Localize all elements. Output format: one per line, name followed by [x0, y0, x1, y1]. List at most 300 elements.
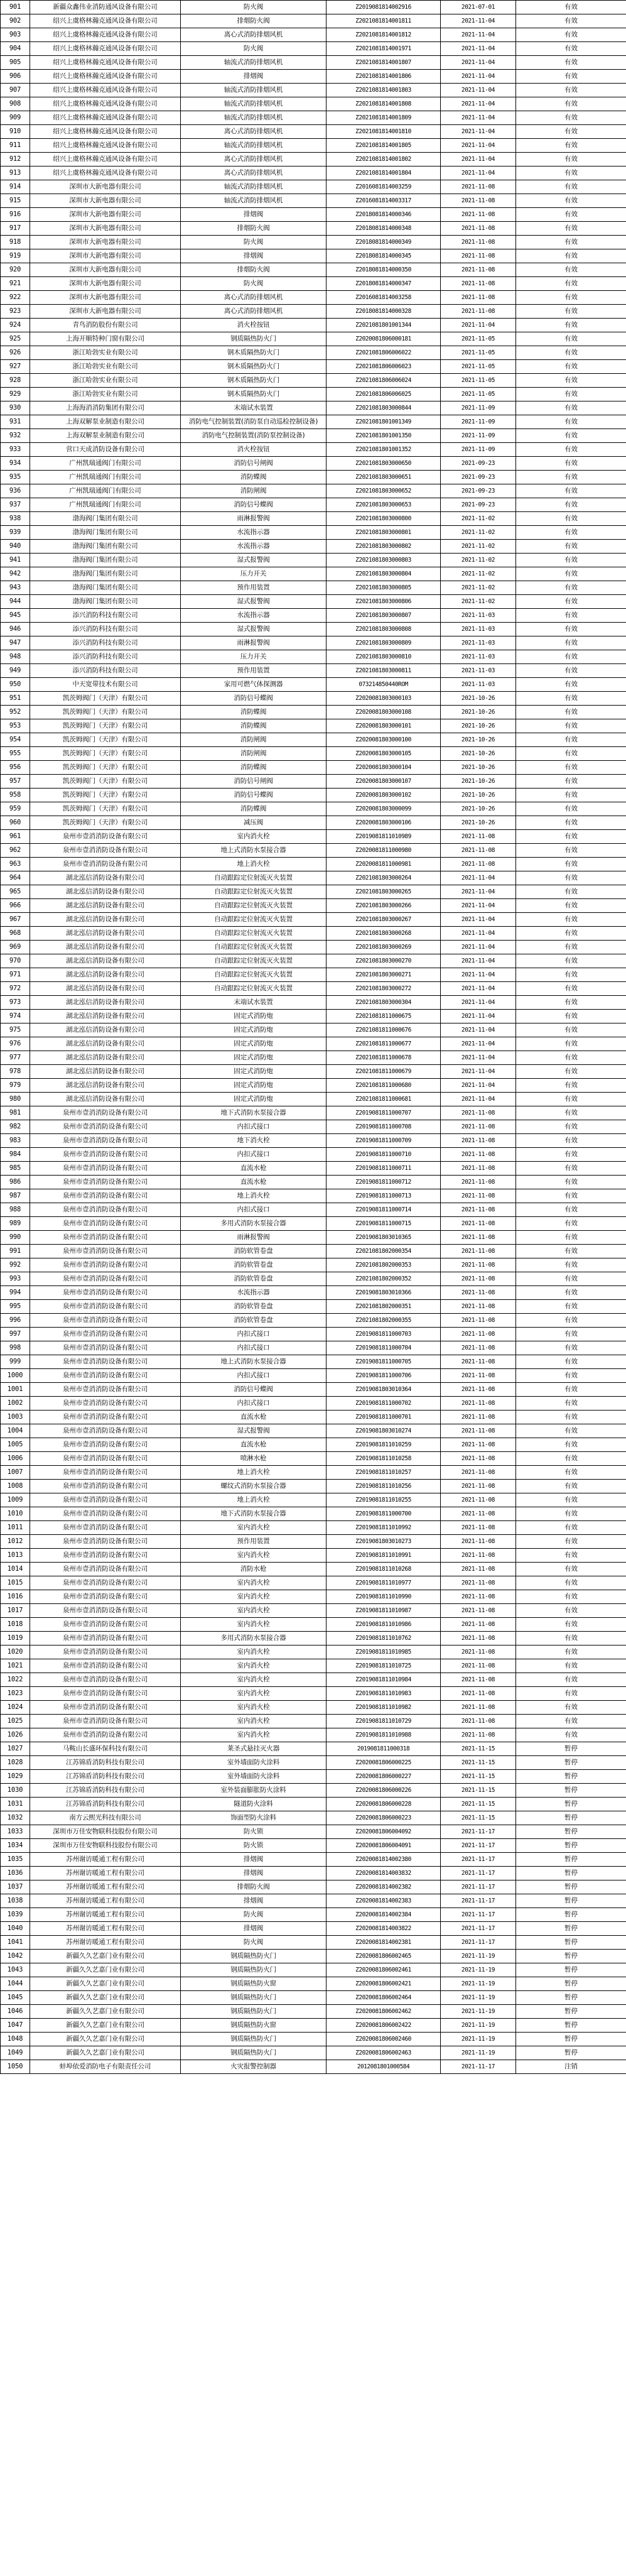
certificate-number: Z2021081801001350 — [326, 429, 441, 443]
certificate-number: Z2021081803000800 — [326, 512, 441, 526]
certificate-number: Z2020081806004091 — [326, 1839, 441, 1853]
status-badge: 有效 — [516, 871, 626, 885]
certificate-number: Z2021081803000265 — [326, 885, 441, 899]
product-name: 地下式消防水泵接合器 — [181, 1106, 326, 1120]
issue-date: 2021-11-08 — [441, 1328, 516, 1341]
company-name: 江苏锦盾消防科技有限公司 — [30, 1798, 181, 1811]
row-index: 912 — [1, 153, 30, 166]
company-name: 营口天成消防设备有限公司 — [30, 443, 181, 457]
certificate-number: Z2018081814000350 — [326, 263, 441, 277]
product-name: 雨淋报警阀 — [181, 636, 326, 650]
issue-date: 2021-11-19 — [441, 1991, 516, 2005]
certificate-number: Z2019081811000713 — [326, 1189, 441, 1203]
table-row — [1, 954, 626, 968]
table-row — [1, 1272, 626, 1286]
table-row — [1, 1189, 626, 1203]
company-name: 泉州市壹消消防设备有限公司 — [30, 1341, 181, 1355]
company-name: 泉州市壹消消防设备有限公司 — [30, 1120, 181, 1134]
table-row — [1, 1880, 626, 1894]
issue-date: 2021-11-08 — [441, 249, 516, 263]
company-name: 新疆久久艺嘉门业有限公司 — [30, 2005, 181, 2019]
status-badge: 有效 — [516, 747, 626, 761]
certificate-number: Z2021081802000351 — [326, 1300, 441, 1314]
certificate-number: Z2019081811000704 — [326, 1341, 441, 1355]
product-name: 消防信号闸阀 — [181, 457, 326, 471]
row-index: 1009 — [1, 1493, 30, 1507]
product-name: 消防蝶阀 — [181, 706, 326, 719]
certificate-number: Z2021081803000806 — [326, 595, 441, 609]
row-index: 976 — [1, 1037, 30, 1051]
row-index: 939 — [1, 526, 30, 540]
issue-date: 2021-11-05 — [441, 374, 516, 388]
table-row — [1, 56, 626, 70]
table-row — [1, 236, 626, 249]
product-name: 内扣式接口 — [181, 1341, 326, 1355]
certificate-number: Z2021081814001810 — [326, 125, 441, 139]
table-row — [1, 1701, 626, 1715]
issue-date: 2021-11-02 — [441, 567, 516, 581]
table-row — [1, 1784, 626, 1798]
row-index: 977 — [1, 1051, 30, 1065]
table-row — [1, 180, 626, 194]
row-index: 1040 — [1, 1922, 30, 1936]
status-badge: 有效 — [516, 1134, 626, 1148]
status-badge: 有效 — [516, 1383, 626, 1397]
status-badge: 暂停 — [516, 1950, 626, 1963]
certificate-number: Z2020081803000099 — [326, 802, 441, 816]
company-name: 凯茨姆阀门（天津）有限公司 — [30, 747, 181, 761]
product-name: 消防软管卷盘 — [181, 1272, 326, 1286]
status-badge: 有效 — [516, 1355, 626, 1369]
status-badge: 有效 — [516, 1272, 626, 1286]
status-badge: 暂停 — [516, 1963, 626, 1977]
company-name: 泉州市壹消消防设备有限公司 — [30, 1176, 181, 1189]
product-name: 消防闸阀 — [181, 733, 326, 747]
table-row — [1, 623, 626, 636]
status-badge: 有效 — [516, 166, 626, 180]
certification-table-body — [1, 1, 626, 2074]
certificate-number: Z2021081803000802 — [326, 540, 441, 554]
row-index: 979 — [1, 1079, 30, 1093]
company-name: 泉州市壹消消防设备有限公司 — [30, 1563, 181, 1576]
product-name: 防火锁 — [181, 1839, 326, 1853]
row-index: 1035 — [1, 1853, 30, 1867]
company-name: 凯茨姆阀门（天津）有限公司 — [30, 761, 181, 775]
row-index: 935 — [1, 471, 30, 484]
table-row — [1, 374, 626, 388]
table-row — [1, 346, 626, 360]
product-name: 直流水枪 — [181, 1438, 326, 1452]
row-index: 957 — [1, 775, 30, 789]
issue-date: 2021-11-17 — [441, 1839, 516, 1853]
product-name: 家用可燃气体探测器 — [181, 678, 326, 692]
status-badge: 有效 — [516, 346, 626, 360]
table-row — [1, 1963, 626, 1977]
certificate-number: Z2021081803000805 — [326, 581, 441, 595]
certificate-number: Z2020081803000101 — [326, 719, 441, 733]
row-index: 1050 — [1, 2060, 30, 2074]
row-index: 903 — [1, 28, 30, 42]
company-name: 泉州市壹消消防设备有限公司 — [30, 830, 181, 844]
company-name: 湖北泓信消防设备有限公司 — [30, 1023, 181, 1037]
status-badge: 有效 — [516, 153, 626, 166]
product-name: 直流水枪 — [181, 1176, 326, 1189]
product-name: 固定式消防炮 — [181, 1093, 326, 1106]
table-row — [1, 1314, 626, 1328]
issue-date: 2021-11-03 — [441, 636, 516, 650]
company-name: 渤海阀门集团有限公司 — [30, 581, 181, 595]
issue-date: 2021-11-15 — [441, 1811, 516, 1825]
company-name: 泉州市壹消消防设备有限公司 — [30, 1148, 181, 1162]
company-name: 湖北泓信消防设备有限公司 — [30, 968, 181, 982]
issue-date: 2021-11-08 — [441, 1424, 516, 1438]
table-row — [1, 1480, 626, 1493]
company-name: 泉州市壹消消防设备有限公司 — [30, 1328, 181, 1341]
product-name: 固定式消防炮 — [181, 1065, 326, 1079]
company-name: 新疆久久艺嘉门业有限公司 — [30, 2046, 181, 2060]
product-name: 室内消火栓 — [181, 1604, 326, 1618]
company-name: 苏州谢访暖通工程有限公司 — [30, 1894, 181, 1908]
issue-date: 2021-11-08 — [441, 263, 516, 277]
certificate-number: Z2021081803000269 — [326, 941, 441, 954]
table-row — [1, 816, 626, 830]
status-badge: 有效 — [516, 830, 626, 844]
company-name: 泉州市壹消消防设备有限公司 — [30, 1715, 181, 1728]
table-row — [1, 1756, 626, 1770]
table-row — [1, 1369, 626, 1383]
company-name: 泉州市壹消消防设备有限公司 — [30, 1383, 181, 1397]
status-badge: 有效 — [516, 374, 626, 388]
issue-date: 2021-11-08 — [441, 1369, 516, 1383]
issue-date: 2021-11-02 — [441, 526, 516, 540]
row-index: 913 — [1, 166, 30, 180]
certificate-number: Z2021081814001806 — [326, 70, 441, 84]
row-index: 952 — [1, 706, 30, 719]
table-row — [1, 747, 626, 761]
certificate-number: Z2018081814000345 — [326, 249, 441, 263]
product-name: 离心式消防排烟风机 — [181, 291, 326, 305]
row-index: 929 — [1, 388, 30, 401]
company-name: 绍兴上虞格林瀚克通风设备有限公司 — [30, 139, 181, 153]
status-badge: 暂停 — [516, 1811, 626, 1825]
table-row — [1, 595, 626, 609]
table-row — [1, 1894, 626, 1908]
certificate-number: Z2020081806002461 — [326, 1963, 441, 1977]
status-badge: 有效 — [516, 1521, 626, 1535]
table-row — [1, 1411, 626, 1424]
issue-date: 2021-11-09 — [441, 401, 516, 415]
status-badge: 有效 — [516, 719, 626, 733]
company-name: 深圳市大新电器有限公司 — [30, 208, 181, 222]
row-index: 928 — [1, 374, 30, 388]
row-index: 924 — [1, 319, 30, 332]
certificate-number: Z2020081806002463 — [326, 2046, 441, 2060]
certificate-number: Z2021081803000650 — [326, 457, 441, 471]
row-index: 998 — [1, 1341, 30, 1355]
company-name: 泉州市壹消消防设备有限公司 — [30, 858, 181, 871]
row-index: 1032 — [1, 1811, 30, 1825]
row-index: 1004 — [1, 1424, 30, 1438]
company-name: 泉州市壹消消防设备有限公司 — [30, 1507, 181, 1521]
company-name: 泉州市壹消消防设备有限公司 — [30, 1604, 181, 1618]
issue-date: 2021-11-09 — [441, 429, 516, 443]
company-name: 泉州市壹消消防设备有限公司 — [30, 1493, 181, 1507]
row-index: 917 — [1, 222, 30, 236]
table-row — [1, 1093, 626, 1106]
issue-date: 2021-11-08 — [441, 291, 516, 305]
product-name: 室内消火栓 — [181, 1590, 326, 1604]
certificate-number: Z2020081806000181 — [326, 332, 441, 346]
certificate-number: Z2021081802000354 — [326, 1245, 441, 1258]
row-index: 907 — [1, 84, 30, 97]
company-name: 江苏锦盾消防科技有限公司 — [30, 1784, 181, 1798]
product-name: 排烟阀 — [181, 1867, 326, 1880]
status-badge: 有效 — [516, 111, 626, 125]
product-name: 排烟阀 — [181, 1922, 326, 1936]
company-name: 深圳市大新电器有限公司 — [30, 194, 181, 208]
product-name: 消防电气控制装置(消防泵控制设备) — [181, 429, 326, 443]
certificate-number: Z2021081806006025 — [326, 388, 441, 401]
product-name: 地上式消防水泵接合器 — [181, 1355, 326, 1369]
row-index: 970 — [1, 954, 30, 968]
table-row — [1, 636, 626, 650]
row-index: 1042 — [1, 1950, 30, 1963]
issue-date: 2021-10-26 — [441, 802, 516, 816]
company-name: 绍兴上虞格林瀚克通风设备有限公司 — [30, 111, 181, 125]
table-row — [1, 70, 626, 84]
company-name: 泉州市壹消消防设备有限公司 — [30, 1590, 181, 1604]
certificate-number: Z2019081811010762 — [326, 1632, 441, 1645]
issue-date: 2021-11-03 — [441, 678, 516, 692]
company-name: 绍兴上虞格林瀚克通风设备有限公司 — [30, 56, 181, 70]
issue-date: 2021-11-08 — [441, 844, 516, 858]
row-index: 1025 — [1, 1715, 30, 1728]
certificate-number: Z2019081811010256 — [326, 1480, 441, 1493]
table-row — [1, 1770, 626, 1784]
row-index: 945 — [1, 609, 30, 623]
issue-date: 2021-09-23 — [441, 471, 516, 484]
table-row — [1, 360, 626, 374]
certificate-number: Z2020081814002381 — [326, 1936, 441, 1950]
row-index: 963 — [1, 858, 30, 871]
table-row — [1, 996, 626, 1010]
issue-date: 2021-11-04 — [441, 927, 516, 941]
company-name: 泉州市壹消消防设备有限公司 — [30, 1355, 181, 1369]
issue-date: 2021-11-05 — [441, 346, 516, 360]
table-row — [1, 194, 626, 208]
company-name: 绍兴上虞格林瀚克通风设备有限公司 — [30, 84, 181, 97]
status-badge: 有效 — [516, 484, 626, 498]
certificate-number: Z2021081803000651 — [326, 471, 441, 484]
company-name: 上海开顺特种门窗有限公司 — [30, 332, 181, 346]
issue-date: 2021-11-04 — [441, 14, 516, 28]
issue-date: 2021-11-08 — [441, 1286, 516, 1300]
company-name: 新疆久久艺嘉门业有限公司 — [30, 2019, 181, 2033]
row-index: 918 — [1, 236, 30, 249]
status-badge: 有效 — [516, 775, 626, 789]
issue-date: 2021-11-04 — [441, 84, 516, 97]
table-row — [1, 1245, 626, 1258]
certificate-number: Z2020081806002460 — [326, 2033, 441, 2046]
status-badge: 暂停 — [516, 1853, 626, 1867]
row-index: 1047 — [1, 2019, 30, 2033]
certificate-number: Z2021081811000677 — [326, 1037, 441, 1051]
row-index: 1029 — [1, 1770, 30, 1784]
status-badge: 注销 — [516, 2060, 626, 2074]
certificate-number: Z2021081811000680 — [326, 1079, 441, 1093]
product-name: 雨淋报警阀 — [181, 512, 326, 526]
row-index: 946 — [1, 623, 30, 636]
certificate-number: Z2016081814003258 — [326, 291, 441, 305]
table-row — [1, 1507, 626, 1521]
product-name: 离心式消防排烟风机 — [181, 166, 326, 180]
row-index: 992 — [1, 1258, 30, 1272]
row-index: 927 — [1, 360, 30, 374]
certificate-number: Z2020081803000105 — [326, 747, 441, 761]
issue-date: 2021-11-19 — [441, 1963, 516, 1977]
product-name: 室内消火栓 — [181, 1549, 326, 1563]
issue-date: 2021-11-04 — [441, 899, 516, 913]
status-badge: 有效 — [516, 1687, 626, 1701]
table-row — [1, 1936, 626, 1950]
table-row — [1, 1397, 626, 1411]
table-row — [1, 830, 626, 844]
issue-date: 2021-11-19 — [441, 1977, 516, 1991]
status-badge: 有效 — [516, 277, 626, 291]
company-name: 泉州市壹消消防设备有限公司 — [30, 1231, 181, 1245]
table-row — [1, 609, 626, 623]
company-name: 深圳市大新电器有限公司 — [30, 263, 181, 277]
row-index: 937 — [1, 498, 30, 512]
row-index: 978 — [1, 1065, 30, 1079]
product-name: 消防软管卷盘 — [181, 1300, 326, 1314]
status-badge: 有效 — [516, 263, 626, 277]
status-badge: 暂停 — [516, 1880, 626, 1894]
issue-date: 2021-10-26 — [441, 775, 516, 789]
row-index: 1014 — [1, 1563, 30, 1576]
table-row — [1, 927, 626, 941]
status-badge: 有效 — [516, 581, 626, 595]
row-index: 923 — [1, 305, 30, 319]
certificate-number: Z2021081803000267 — [326, 913, 441, 927]
status-badge: 有效 — [516, 1632, 626, 1645]
row-index: 993 — [1, 1272, 30, 1286]
certificate-number: Z2021081803000801 — [326, 526, 441, 540]
issue-date: 2021-10-26 — [441, 789, 516, 802]
certificate-number: Z2021081814001811 — [326, 14, 441, 28]
row-index: 905 — [1, 56, 30, 70]
company-name: 凯茨姆阀门（天津）有限公司 — [30, 789, 181, 802]
company-name: 凯茨姆阀门（天津）有限公司 — [30, 719, 181, 733]
company-name: 渤海阀门集团有限公司 — [30, 554, 181, 567]
table-row — [1, 1825, 626, 1839]
product-name: 固定式消防炮 — [181, 1023, 326, 1037]
product-name: 钢质隔热防火门 — [181, 1950, 326, 1963]
product-name: 消防蝶阀 — [181, 471, 326, 484]
product-name: 减压阀 — [181, 816, 326, 830]
product-name: 水流指示器 — [181, 526, 326, 540]
table-row — [1, 1023, 626, 1037]
issue-date: 2021-11-08 — [441, 1604, 516, 1618]
issue-date: 2021-11-08 — [441, 1411, 516, 1424]
company-name: 泉州市壹消消防设备有限公司 — [30, 1411, 181, 1424]
certificate-number: Z2021081803000268 — [326, 927, 441, 941]
issue-date: 2021-11-03 — [441, 623, 516, 636]
certificate-number: Z2021081811000675 — [326, 1010, 441, 1023]
table-row — [1, 899, 626, 913]
issue-date: 2021-11-08 — [441, 1203, 516, 1217]
certificate-number: Z2021081802000353 — [326, 1258, 441, 1272]
company-name: 泉州市壹消消防设备有限公司 — [30, 844, 181, 858]
table-row — [1, 1, 626, 14]
issue-date: 2021-11-04 — [441, 166, 516, 180]
row-index: 1036 — [1, 1867, 30, 1880]
product-name: 饰面型防火涂料 — [181, 1811, 326, 1825]
status-badge: 有效 — [516, 802, 626, 816]
certificate-number: Z2020081806000223 — [326, 1811, 441, 1825]
product-name: 内扣式接口 — [181, 1203, 326, 1217]
company-name: 泉州市壹消消防设备有限公司 — [30, 1217, 181, 1231]
company-name: 泉州市壹消消防设备有限公司 — [30, 1189, 181, 1203]
table-row — [1, 1466, 626, 1480]
issue-date: 2021-11-19 — [441, 2033, 516, 2046]
certificate-number: Z2019081811000701 — [326, 1411, 441, 1424]
company-name: 泉州市壹消消防设备有限公司 — [30, 1701, 181, 1715]
certificate-number: Z2019081811010987 — [326, 1604, 441, 1618]
company-name: 绍兴上虞格林瀚克通风设备有限公司 — [30, 97, 181, 111]
row-index: 1038 — [1, 1894, 30, 1908]
issue-date: 2021-11-02 — [441, 595, 516, 609]
company-name: 上海海消消防集团有限公司 — [30, 401, 181, 415]
row-index: 1043 — [1, 1963, 30, 1977]
status-badge: 有效 — [516, 305, 626, 319]
status-badge: 有效 — [516, 954, 626, 968]
row-index: 1024 — [1, 1701, 30, 1715]
status-badge: 有效 — [516, 1010, 626, 1023]
issue-date: 2021-11-02 — [441, 512, 516, 526]
row-index: 989 — [1, 1217, 30, 1231]
issue-date: 2021-11-04 — [441, 153, 516, 166]
product-name: 防火阀 — [181, 277, 326, 291]
status-badge: 有效 — [516, 401, 626, 415]
status-badge: 有效 — [516, 360, 626, 374]
status-badge: 有效 — [516, 28, 626, 42]
certificate-number: Z2020081814003822 — [326, 1922, 441, 1936]
table-row — [1, 1604, 626, 1618]
table-row — [1, 1908, 626, 1922]
status-badge: 有效 — [516, 236, 626, 249]
company-name: 泉州市壹消消防设备有限公司 — [30, 1438, 181, 1452]
certificate-number: Z2021081803000271 — [326, 968, 441, 982]
company-name: 绍兴上虞格林瀚克通风设备有限公司 — [30, 166, 181, 180]
row-index: 999 — [1, 1355, 30, 1369]
issue-date: 2021-11-17 — [441, 1853, 516, 1867]
issue-date: 2021-11-08 — [441, 1687, 516, 1701]
row-index: 972 — [1, 982, 30, 996]
table-row — [1, 761, 626, 775]
issue-date: 2021-11-08 — [441, 1258, 516, 1272]
product-name: 直流水枪 — [181, 1162, 326, 1176]
issue-date: 2021-09-23 — [441, 457, 516, 471]
product-name: 室内消火栓 — [181, 1687, 326, 1701]
product-name: 直流水枪 — [181, 1411, 326, 1424]
row-index: 901 — [1, 1, 30, 14]
certificate-number: Z2019081811010259 — [326, 1438, 441, 1452]
product-name: 消防闸阀 — [181, 484, 326, 498]
table-row — [1, 1563, 626, 1576]
status-badge: 有效 — [516, 1217, 626, 1231]
company-name: 湖北泓信消防设备有限公司 — [30, 954, 181, 968]
